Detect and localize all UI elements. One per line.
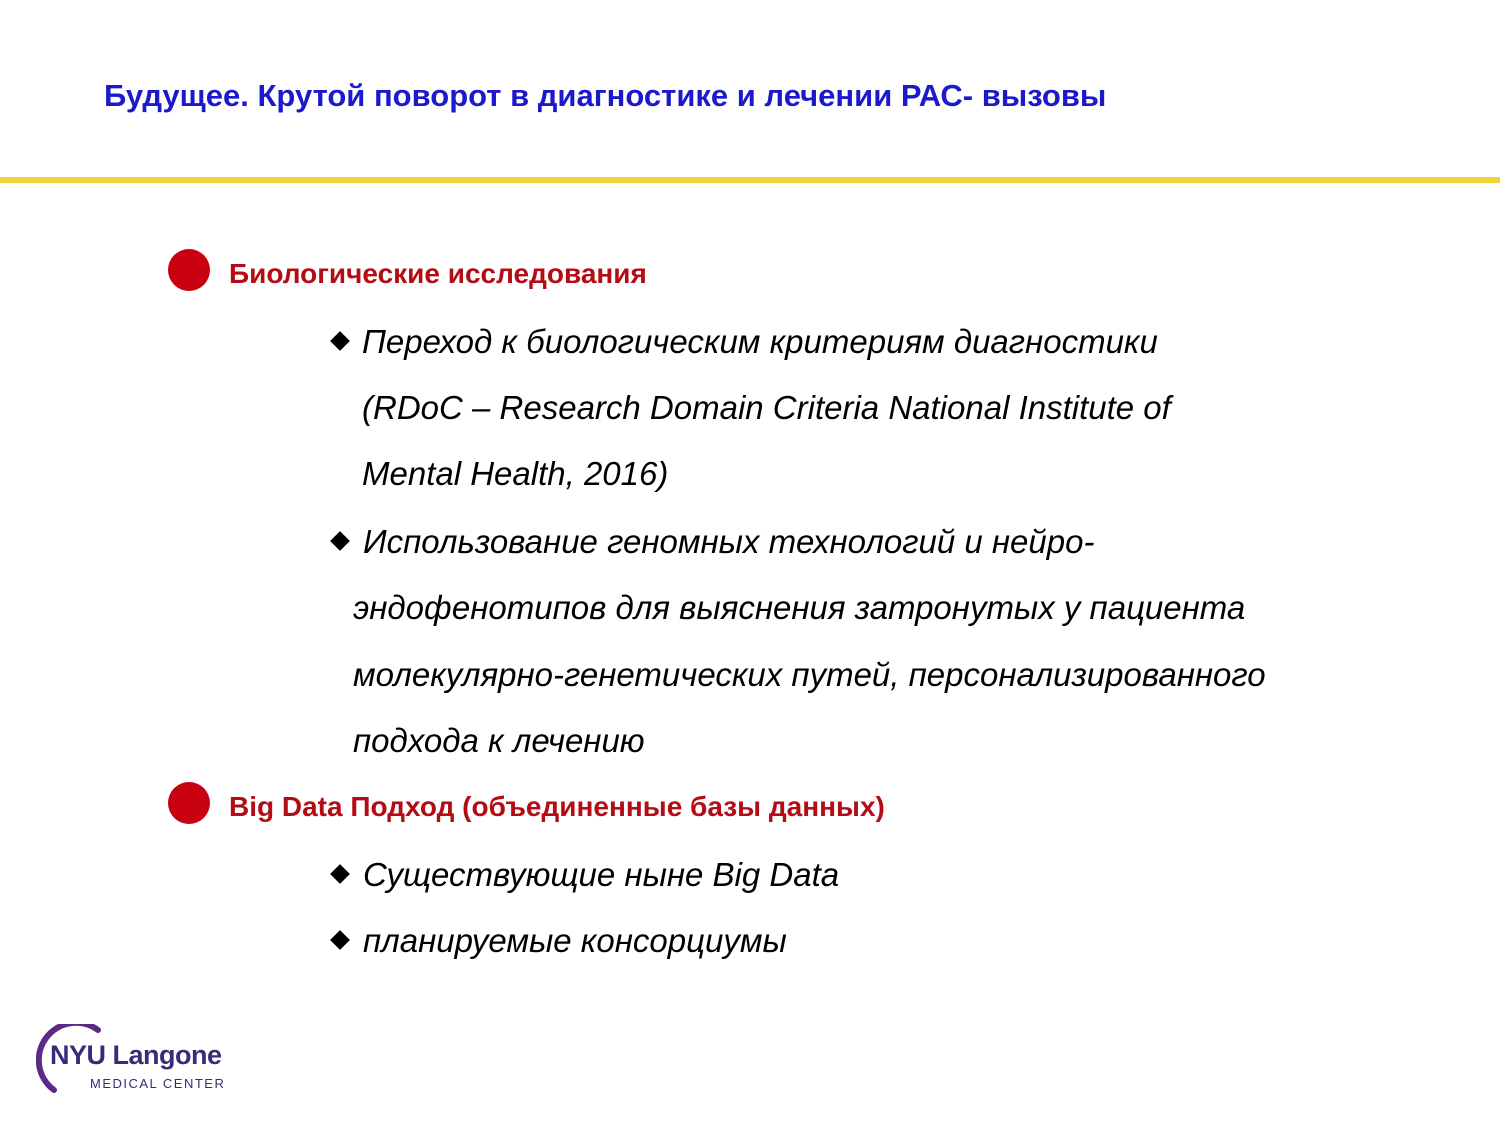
section-bullet-dot bbox=[168, 782, 210, 824]
list-item-line: планируемые консорциумы bbox=[363, 922, 787, 959]
diamond-bullet-icon bbox=[330, 331, 350, 351]
logo-subtitle: MEDICAL CENTER bbox=[90, 1076, 226, 1091]
diamond-bullet-icon bbox=[330, 930, 350, 950]
nyu-langone-logo bbox=[36, 1024, 226, 1104]
title-divider bbox=[0, 177, 1500, 183]
diamond-bullet-icon bbox=[330, 531, 350, 551]
list-item-line: молекулярно-генетических путей, персонализированного bbox=[353, 656, 1266, 693]
list-item-line: Переход к биологическим критериям диагностики bbox=[362, 323, 1158, 360]
slide-title: Будущее. Крутой поворот в диагностике и лечении РАС- вызовы bbox=[104, 78, 1107, 113]
diamond-bullet-icon bbox=[330, 864, 350, 884]
list-item-line: подхода к лечению bbox=[353, 722, 645, 759]
list-item-line: Использование геномных технологий и нейро- bbox=[363, 523, 1095, 560]
section-heading-biological: Биологические исследования bbox=[229, 258, 647, 289]
section-bullet-dot bbox=[168, 249, 210, 291]
list-item-line: (RDoC – Research Domain Criteria National Institute of bbox=[362, 389, 1171, 426]
logo-wordmark: NYU Langone bbox=[50, 1040, 222, 1070]
section-heading-big-data: Big Data Подход (объединенные базы данных) bbox=[229, 791, 885, 822]
list-item-line: Mental Health, 2016) bbox=[362, 455, 669, 492]
list-item-line: эндофенотипов для выяснения затронутых у пациента bbox=[353, 589, 1246, 626]
list-item-line: Существующие ныне Big Data bbox=[363, 856, 840, 893]
